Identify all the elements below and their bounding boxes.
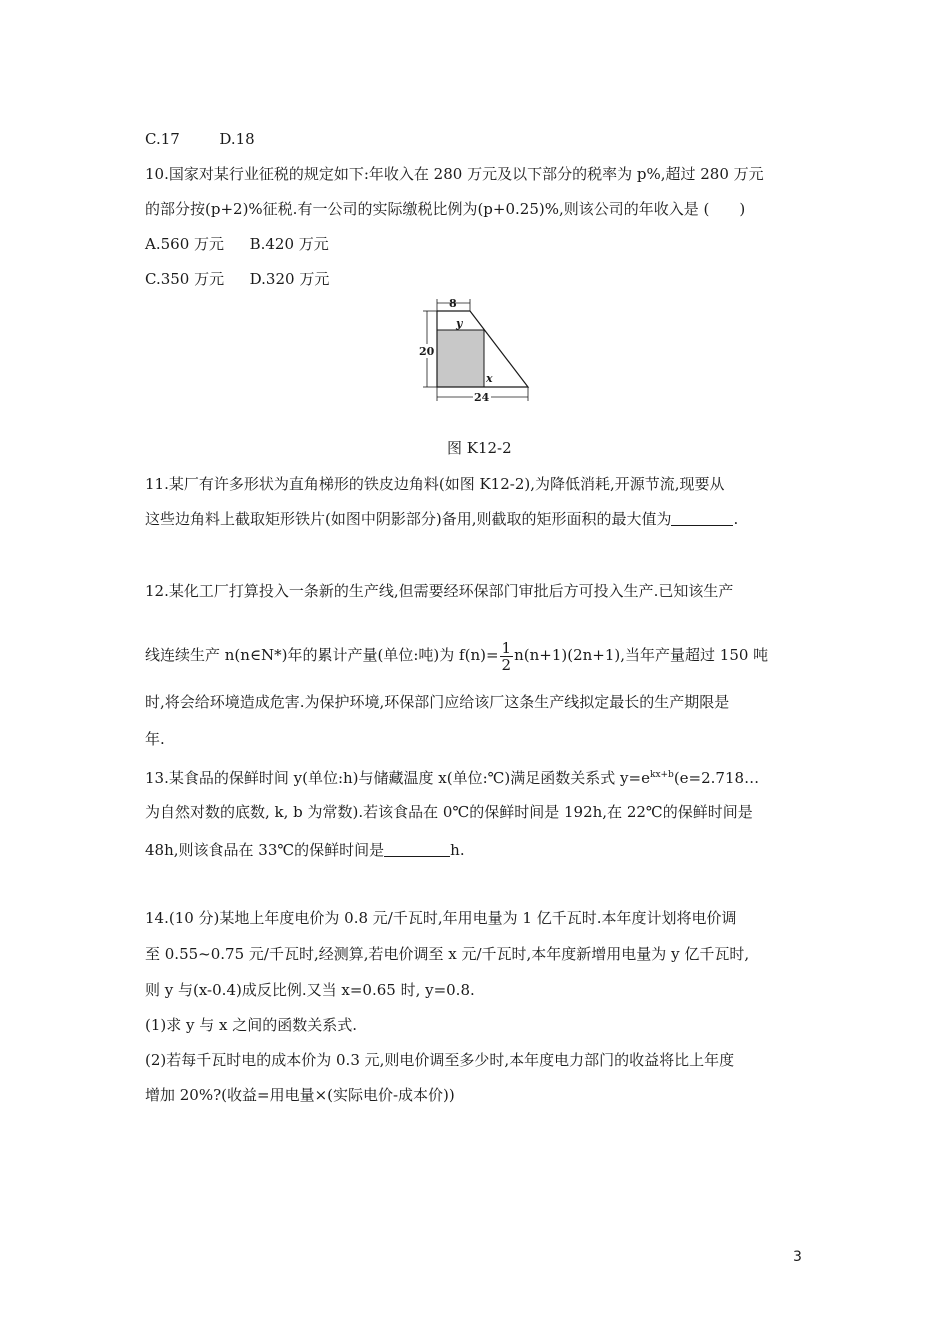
fraction-one-half [500,640,514,673]
q12-line1: 12.某化工厂打算投入一条新的生产线,但需要经环保部门审批后方可投入生产.已知该生产 [145,582,734,600]
fraction-numerator: 1 [501,638,512,657]
q11-line2-text: 这些边角料上截取矩形铁片(如图中阴影部分)备用,则截取的矩形面积的最大值为 [145,510,672,528]
label-x: x [486,372,493,385]
label-left: 20 [419,345,435,358]
q11-line1: 11.某厂有许多形状为直角梯形的铁皮边角料(如图 K12-2),为降低消耗,开源节流,现要从 [145,475,725,493]
q12-line2 [145,638,768,673]
q11-line2-end: . [733,510,739,528]
q12-line4: 年. [145,730,165,748]
q14-sub2-line2: 增加 20%?(收益=用电量×(实际电价-成本价)) [145,1086,455,1104]
q14-line3: 则 y 与(x-0.4)成反比例.又当 x=0.65 时, y=0.8. [145,981,475,999]
q10-option-d: D.320 万元 [249,270,330,288]
q10-options-cd [145,269,329,289]
label-bottom: 24 [474,391,490,404]
q13-line1-post: (e=2.718… [673,769,760,787]
q9-options [145,129,255,149]
q10-line1: 10.国家对某行业征税的规定如下:年收入在 280 万元及以下部分的税率为 p%,超过 280 万元 [145,165,764,183]
page-number: 3 [793,1249,802,1265]
q10-option-c: C.350 万元 [145,270,225,288]
q13-line1-pre: 13.某食品的保鲜时间 y(单位:h)与储藏温度 x(单位:℃)满足函数关系式 y=e [145,769,650,787]
q14-sub1: (1)求 y 与 x 之间的函数关系式. [145,1016,358,1034]
label-y: y [456,317,463,330]
trapezoid-figure [415,296,540,408]
q14-sub2-line1: (2)若每千瓦时电的成本价为 0.3 元,则电价调至多少时,本年度电力部门的收益将比上年度 [145,1051,735,1069]
q11-answer-blank [671,511,733,526]
q10-option-a: A.560 万元 [145,235,224,253]
q13-line3-post: h. [450,841,465,859]
label-top: 8 [449,297,457,310]
q9-option-c: C.17 [145,130,180,148]
q9-option-d: D.18 [219,130,255,148]
q14-line1: 14.(10 分)某地上年度电价为 0.8 元/千瓦时,年用电量为 1 亿千瓦时.本年度计划将电价调 [145,909,737,927]
q13-answer-blank [384,842,450,857]
q13-exponent: kx+b [649,770,674,780]
q14-line2: 至 0.55~0.75 元/千瓦时,经测算,若电价调至 x 元/千瓦时,本年度新增用电量为 y 亿千瓦时, [145,945,750,963]
q10-option-b: B.420 万元 [249,235,329,253]
q12-line3: 时,将会给环境造成危害.为保护环境,环保部门应给该厂这条生产线拟定最长的生产期限是 [145,693,730,711]
q10-options-ab [145,234,329,254]
q12-line2-post: n(n+1)(2n+1),当年产量超过 150 吨 [514,646,769,664]
q13-line3 [145,840,465,860]
fraction-denominator: 2 [501,655,512,674]
shaded-rectangle [437,330,484,387]
q12-line2-pre: 线连续生产 n(n∈N*)年的累计产量(单位:吨)为 f(n)= [145,646,499,664]
figure-caption: 图 K12-2 [447,439,512,457]
q10-line2: 的部分按(p+2)%征税.有一公司的实际缴税比例为(p+0.25)%,则该公司的年收入是 ( ) [145,200,746,218]
q13-line3-pre: 48h,则该食品在 33℃的保鲜时间是 [145,841,385,859]
q13-line1 [145,765,759,788]
q11-line2 [145,509,738,529]
q13-line2: 为自然对数的底数, k, b 为常数).若该食品在 0℃的保鲜时间是 192h,在 22℃的保鲜时间是 [145,803,753,821]
